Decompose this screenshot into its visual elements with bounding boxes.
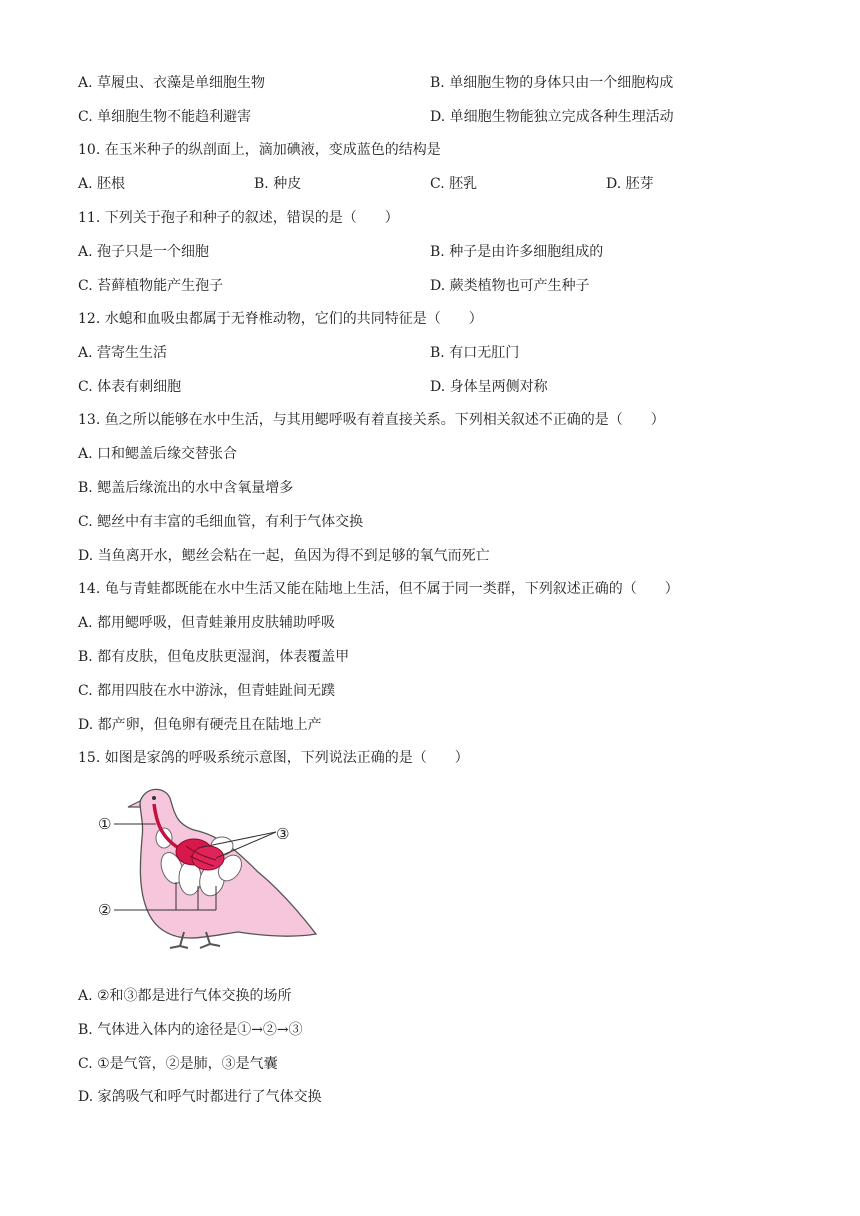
q15-option-c: C. ①是气管，②是肺，③是气囊 [78,1056,278,1072]
q9-option-d: D. 单细胞生物能独立完成各种生理活动 [430,109,674,125]
q15-option-a: A. ②和③都是进行气体交换的场所 [78,988,292,1004]
q12-stem: 12. 水螅和血吸虫都属于无脊椎动物，它们的共同特征是（ ） [78,311,483,327]
q12-option-a: A. 营寄生生活 [78,345,168,361]
q9-option-c: C. 单细胞生物不能趋利避害 [78,109,252,125]
q15-option-d: D. 家鸽吸气和呼气时都进行了气体交换 [78,1089,322,1105]
figure-label-3: ③ [276,825,290,843]
q13-option-c: C. 鳃丝中有丰富的毛细血管，有利于气体交换 [78,514,364,530]
q13-option-d: D. 当鱼离开水，鳃丝会粘在一起，鱼因为得不到足够的氧气而死亡 [78,548,490,564]
q13-option-b: B. 鳃盖后缘流出的水中含氧量增多 [78,480,294,496]
q14-option-a: A. 都用鳃呼吸，但青蛙兼用皮肤辅助呼吸 [78,615,336,631]
q10-stem: 10. 在玉米种子的纵剖面上，滴加碘液，变成蓝色的结构是 [78,142,441,158]
q13-option-a: A. 口和鳃盖后缘交替张合 [78,446,238,462]
pigeon-respiratory-diagram [90,782,340,954]
q15-stem: 15. 如图是家鸽的呼吸系统示意图，下列说法正确的是（ ） [78,750,469,766]
q10-option-a: A. 胚根 [78,176,126,192]
q9-option-b: B. 单细胞生物的身体只由一个细胞构成 [430,75,674,91]
q14-stem: 14. 龟与青蛙都既能在水中生活又能在陆地上生活，但不属于同一类群，下列叙述正确的（ ） [78,581,679,597]
figure-label-1: ① [98,815,112,833]
q14-option-c: C. 都用四肢在水中游泳，但青蛙趾间无蹼 [78,683,336,699]
pigeon-eye [152,796,156,800]
q9-option-a: A. 草履虫、衣藻是单细胞生物 [78,75,266,91]
q11-option-a: A. 孢子只是一个细胞 [78,244,210,260]
q10-option-b: B. 种皮 [254,176,302,192]
q14-option-d: D. 都产卵，但龟卵有硬壳且在陆地上产 [78,717,322,733]
q10-option-c: C. 胚乳 [430,176,478,192]
q15-option-b: B. 气体进入体内的途径是①→②→③ [78,1022,303,1038]
q11-option-b: B. 种子是由许多细胞组成的 [430,244,604,260]
q13-stem: 13. 鱼之所以能够在水中生活，与其用鳃呼吸有着直接关系。下列相关叙述不正确的是（ ） [78,412,665,428]
q12-option-b: B. 有口无肛门 [430,345,520,361]
q12-option-d: D. 身体呈两侧对称 [430,379,548,395]
q11-option-c: C. 苔藓植物能产生孢子 [78,278,224,294]
figure-label-2: ② [98,901,112,919]
q11-stem: 11. 下列关于孢子和种子的叙述，错误的是（ ） [78,210,399,226]
q14-option-b: B. 都有皮肤，但龟皮肤更湿润，体表覆盖甲 [78,649,350,665]
q10-option-d: D. 胚芽 [606,176,654,192]
pigeon-beak [128,801,140,807]
q11-option-d: D. 蕨类植物也可产生种子 [430,278,590,294]
q12-option-c: C. 体表有刺细胞 [78,379,182,395]
